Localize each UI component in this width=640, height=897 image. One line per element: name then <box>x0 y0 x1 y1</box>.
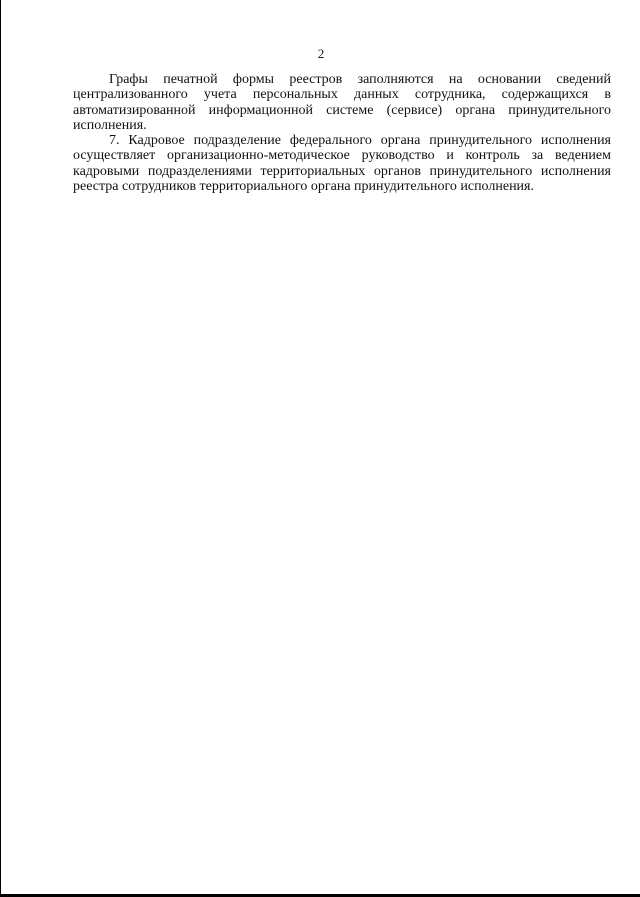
paragraph-print-form-columns: Графы печатной формы реестров заполняются на основании сведений централизованного учета персональных данных сотрудника, содержащихся в автоматизированной информационной системе (сервисе) органа принудительного исполнения. <box>73 72 611 133</box>
paragraph-7-hr-department: 7. Кадровое подразделение федерального органа принудительного исполнения осуществляет организационно-методическое руководство и контроль за ведением кадровыми подразделениями территориальных органов принудительного исполнения реестра сотрудников территориального органа принудительного исполнения. <box>73 133 611 195</box>
page-number: 2 <box>317 46 325 61</box>
document-body <box>73 72 611 194</box>
